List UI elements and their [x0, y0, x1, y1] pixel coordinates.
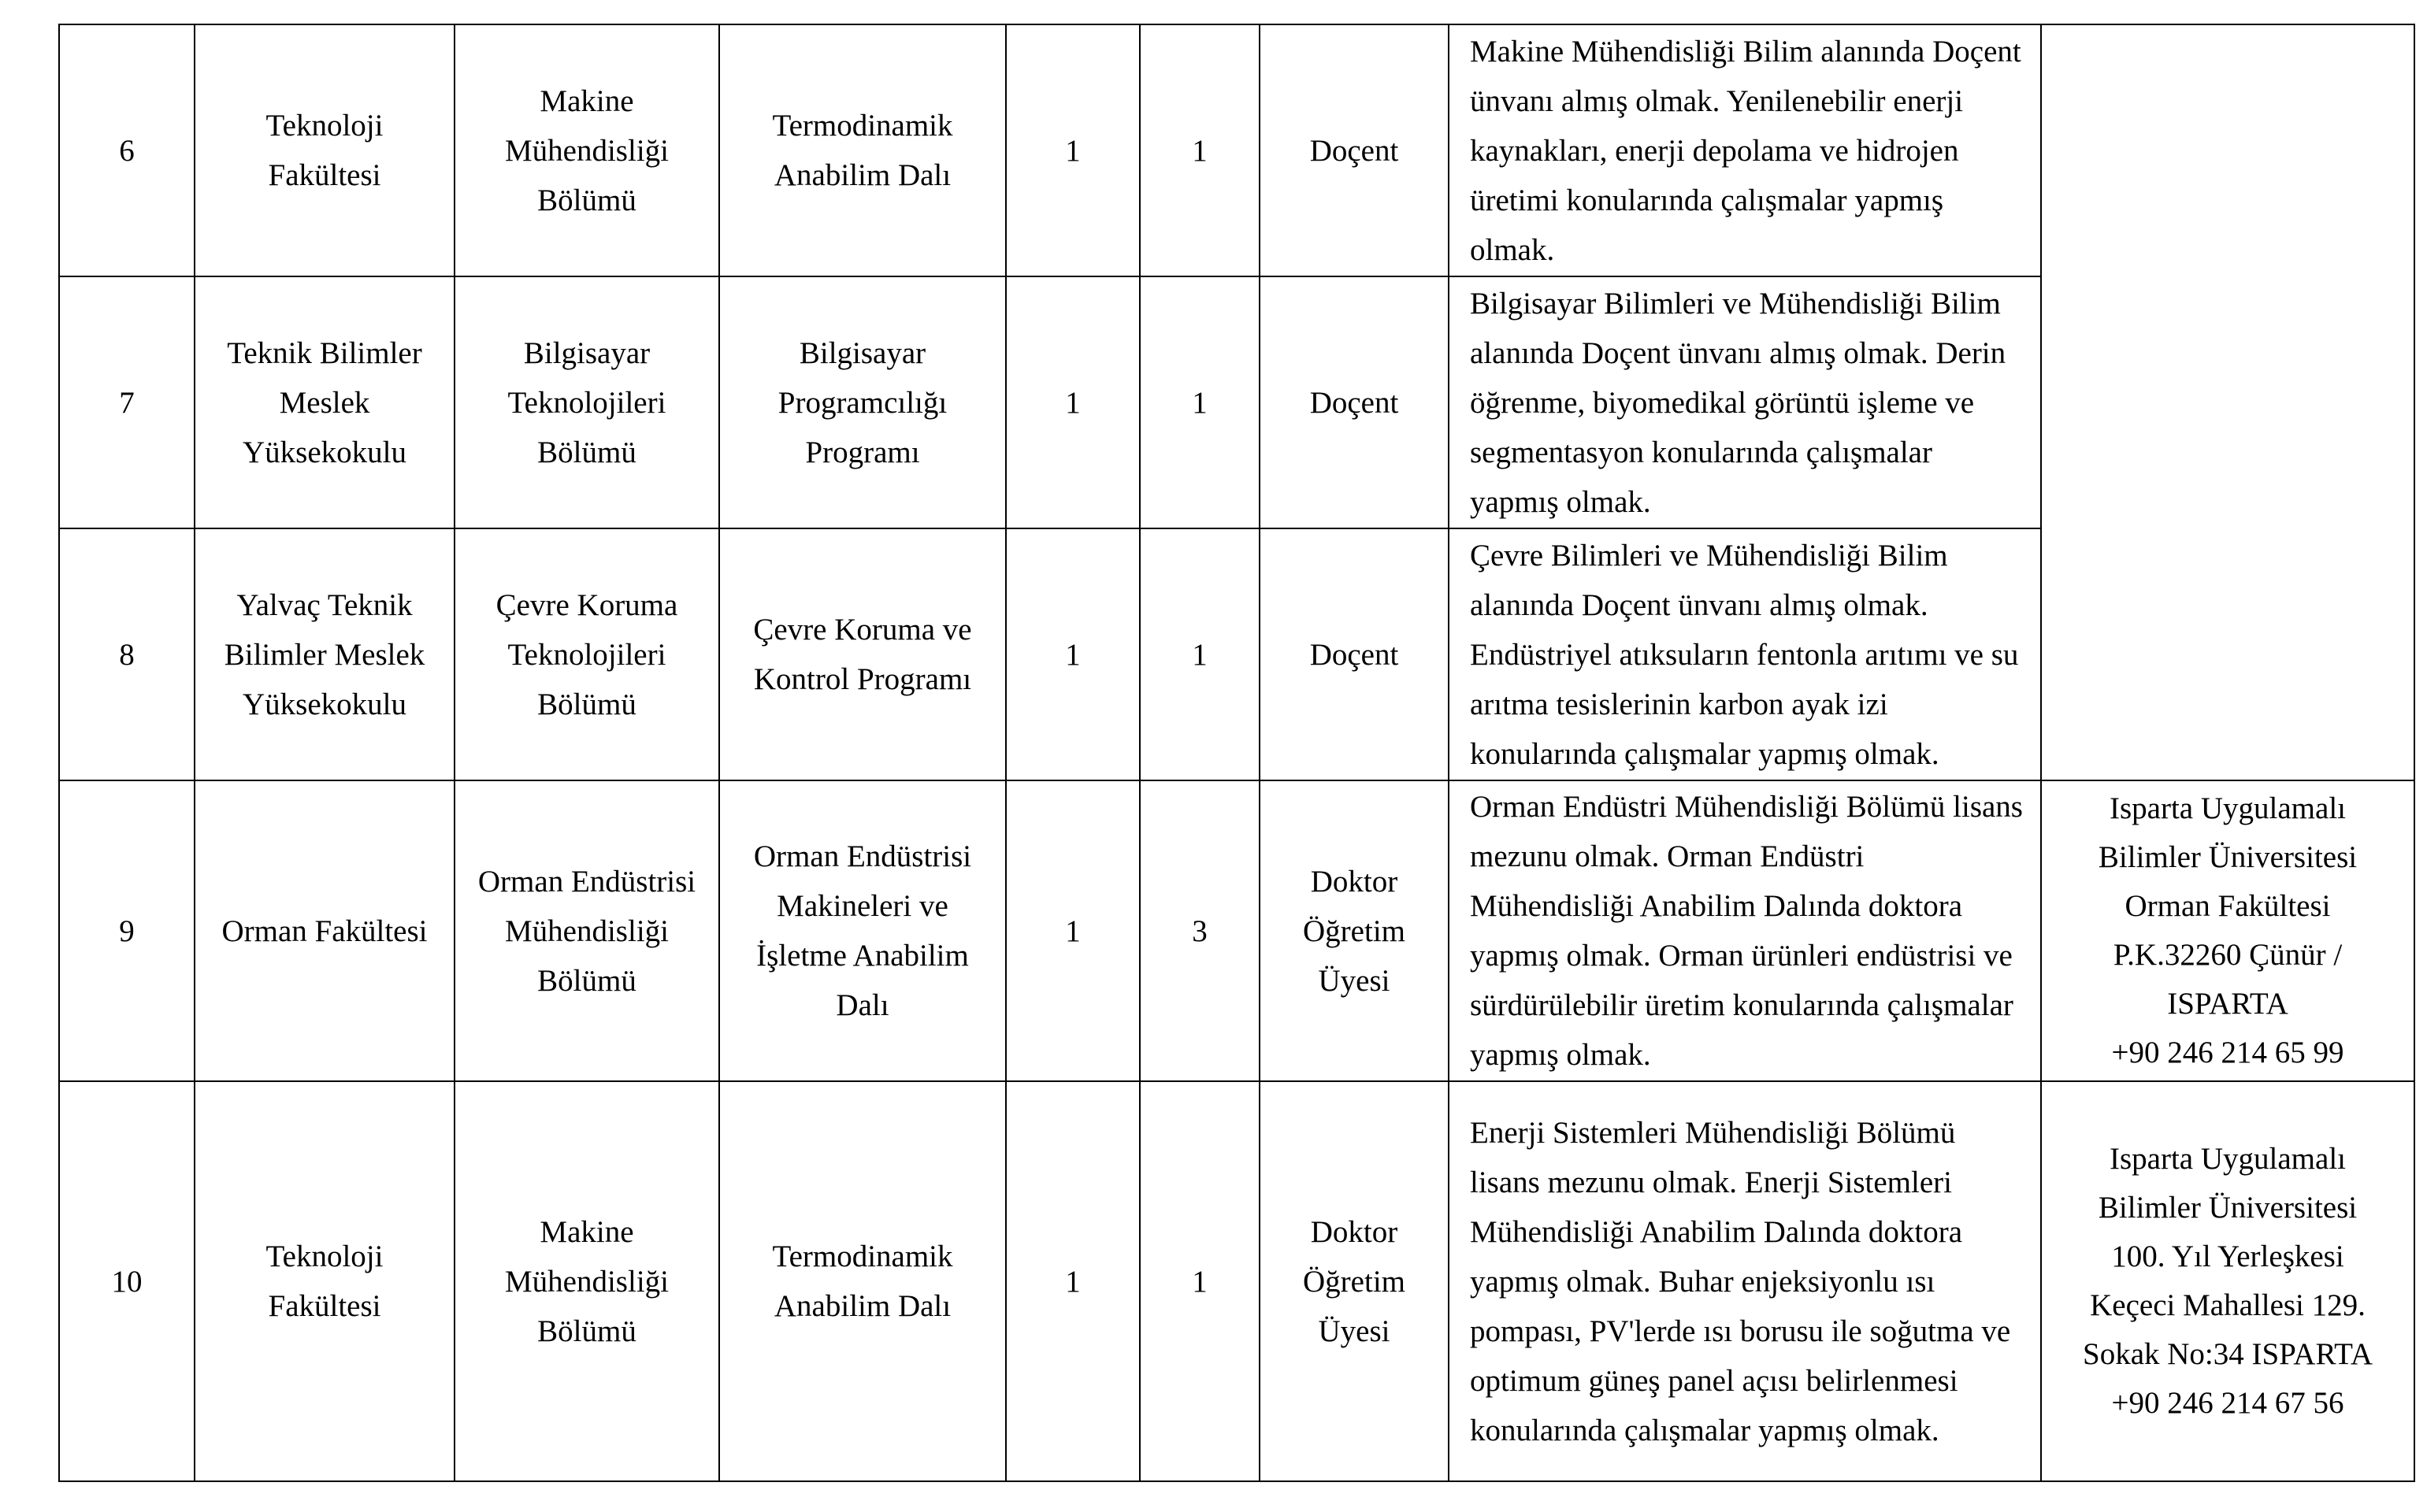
address-line: P.K.32260 Çünür /: [2113, 938, 2343, 972]
phone-line: +90 246 214 65 99: [2111, 1036, 2344, 1069]
address-line: Orman Fakültesi: [2125, 889, 2331, 923]
department-cell: Orman Endüstrisi Mühendisliği Bölümü: [455, 780, 719, 1081]
title-cell: Doçent: [1260, 528, 1449, 780]
address-line: Sokak No:34 ISPARTA: [2083, 1337, 2373, 1371]
table-row: [59, 24, 2414, 276]
unit-cell: Teknik Bilimler Meslek Yüksekokulu: [195, 276, 455, 528]
row-number: 9: [59, 780, 195, 1081]
requirements-cell: Bilgisayar Bilimleri ve Mühendisliği Bilim alanında Doçent ünvanı almış olmak. Derin öğrenme, biyomedikal görüntü işleme ve segmentasyon konularında çalışmalar yapmış olmak.: [1449, 276, 2041, 528]
address-line: Isparta Uygulamalı: [2110, 1142, 2346, 1176]
table-row: [59, 780, 2414, 1081]
count-cell: 1: [1006, 276, 1140, 528]
address-line: Keçeci Mahallesi 129.: [2090, 1288, 2366, 1322]
department-cell: Makine Mühendisliği Bölümü: [455, 24, 719, 276]
requirements-cell: Enerji Sistemleri Mühendisliği Bölümü lisans mezunu olmak. Enerji Sistemleri Mühendisliği Anabilim Dalında doktora yapmış olmak. Buhar enjeksiyonlu ısı pompası, PV'lerde ısı borusu ile soğutma ve optimum güneş panel açısı belirlenmesi konularında çalışmalar yapmış olmak.: [1449, 1081, 2041, 1481]
unit-cell: Orman Fakültesi: [195, 780, 455, 1081]
address-line: 100. Yıl Yerleşkesi: [2111, 1240, 2344, 1273]
division-cell: Termodinamik Anabilim Dalı: [719, 1081, 1006, 1481]
address-line: Bilimler Üniversitesi: [2098, 1191, 2358, 1225]
division-cell: Termodinamik Anabilim Dalı: [719, 24, 1006, 276]
unit-cell: Teknoloji Fakültesi: [195, 24, 455, 276]
requirements-cell: Makine Mühendisliği Bilim alanında Doçent ünvanı almış olmak. Yenilenebilir enerji kaynakları, enerji depolama ve hidrojen üretimi konularında çalışmalar yapmış olmak.: [1449, 24, 2041, 276]
unit-cell: Teknoloji Fakültesi: [195, 1081, 455, 1481]
count-cell: 1: [1006, 780, 1140, 1081]
address-cell: [2041, 780, 2414, 1081]
address-line: Bilimler Üniversitesi: [2098, 840, 2358, 874]
requirements-cell: Orman Endüstri Mühendisliği Bölümü lisans mezunu olmak. Orman Endüstri Mühendisliği Anabilim Dalında doktora yapmış olmak. Orman ürünleri endüstrisi ve sürdürülebilir üretim konularında çalışmalar yapmış olmak.: [1449, 780, 2041, 1081]
address-line: Isparta Uygulamalı: [2110, 791, 2346, 825]
title-cell: Doçent: [1260, 276, 1449, 528]
count-cell: 1: [1006, 1081, 1140, 1481]
title-cell: Doktor Öğretim Üyesi: [1260, 1081, 1449, 1481]
requirements-cell: Çevre Bilimleri ve Mühendisliği Bilim alanında Doçent ünvanı almış olmak. Endüstriyel atıksuların fentonla arıtımı ve su arıtma tesislerinin karbon ayak izi konularında çalışmalar yapmış olmak.: [1449, 528, 2041, 780]
department-cell: Makine Mühendisliği Bölümü: [455, 1081, 719, 1481]
count-cell: 1: [1140, 24, 1260, 276]
address-line: ISPARTA: [2167, 987, 2288, 1021]
count-cell: 1: [1140, 1081, 1260, 1481]
count-cell: 1: [1140, 528, 1260, 780]
row-number: 6: [59, 24, 195, 276]
row-number: 10: [59, 1081, 195, 1481]
count-cell: 1: [1006, 24, 1140, 276]
count-cell: 1: [1006, 528, 1140, 780]
department-cell: Bilgisayar Teknolojileri Bölümü: [455, 276, 719, 528]
division-cell: Çevre Koruma ve Kontrol Programı: [719, 528, 1006, 780]
table-row: [59, 1081, 2414, 1481]
department-cell: Çevre Koruma Teknolojileri Bölümü: [455, 528, 719, 780]
address-cell: [2041, 1081, 2414, 1481]
count-cell: 1: [1140, 276, 1260, 528]
count-cell: 3: [1140, 780, 1260, 1081]
title-cell: Doktor Öğretim Üyesi: [1260, 780, 1449, 1081]
division-cell: Bilgisayar Programcılığı Programı: [719, 276, 1006, 528]
address-cell-empty: [2041, 24, 2414, 780]
phone-line: +90 246 214 67 56: [2111, 1386, 2344, 1420]
job-listing-table: [58, 24, 2415, 1482]
division-cell: Orman Endüstrisi Makineleri ve İşletme Anabilim Dalı: [719, 780, 1006, 1081]
row-number: 7: [59, 276, 195, 528]
unit-cell: Yalvaç Teknik Bilimler Meslek Yüksekokulu: [195, 528, 455, 780]
row-number: 8: [59, 528, 195, 780]
title-cell: Doçent: [1260, 24, 1449, 276]
